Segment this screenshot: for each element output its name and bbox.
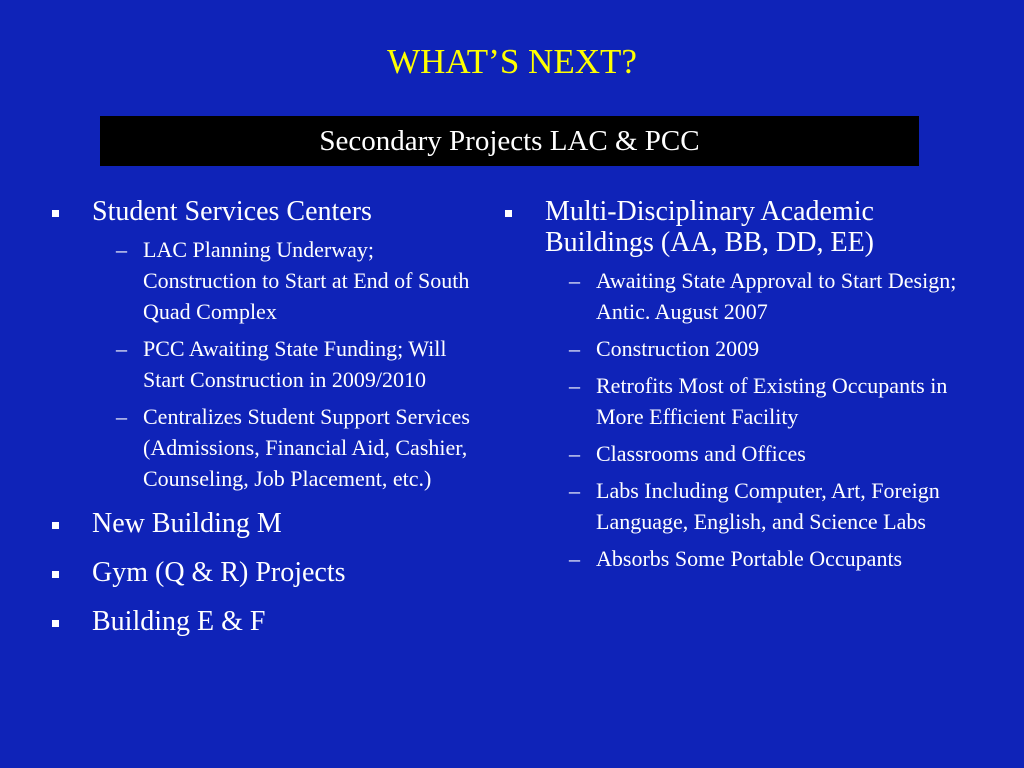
bullet-item	[52, 557, 492, 588]
square-bullet-icon	[52, 571, 59, 578]
sub-bullet-item	[545, 333, 975, 364]
square-bullet-icon	[52, 620, 59, 627]
sub-bullet-text: Retrofits Most of Existing Occupants in More Efficient Facility	[596, 373, 948, 429]
sub-bullet-item	[545, 370, 975, 432]
sub-bullet-item	[92, 234, 492, 327]
square-bullet-icon	[52, 522, 59, 529]
sub-bullet-list	[545, 265, 975, 574]
dash-icon: –	[116, 336, 127, 361]
right-column	[505, 196, 975, 580]
left-column	[52, 196, 492, 637]
sub-bullet-text: LAC Planning Underway; Construction to Start at End of South Quad Complex	[143, 237, 470, 324]
sub-bullet-text: PCC Awaiting State Funding; Will Start Construction in 2009/2010	[143, 336, 447, 392]
sub-bullet-item	[545, 438, 975, 469]
bullet-item	[52, 508, 492, 539]
bullet-label: Building E & F	[92, 606, 266, 637]
sub-bullet-list	[92, 234, 492, 494]
dash-icon: –	[569, 336, 580, 361]
sub-bullet-text: Construction 2009	[596, 336, 760, 361]
bullet-label: New Building M	[92, 508, 282, 539]
bullet-label: Gym (Q & R) Projects	[92, 557, 346, 588]
bullet-item	[505, 196, 975, 574]
bullet-item	[52, 606, 492, 637]
sub-bullet-text: Awaiting State Approval to Start Design; Antic. August 2007	[596, 268, 957, 324]
bullet-label: Multi-Disciplinary Academic Buildings (AA, BB, DD, EE)	[545, 196, 874, 258]
sub-bullet-text: Labs Including Computer, Art, Foreign Language, English, and Science Labs	[596, 478, 940, 534]
sub-bullet-text: Centralizes Student Support Services (Admissions, Financial Aid, Cashier, Counseling, Job Placement, etc.)	[143, 404, 470, 491]
subtitle-text: Secondary Projects LAC & PCC	[319, 124, 700, 157]
dash-icon: –	[569, 478, 580, 503]
square-bullet-icon	[52, 210, 59, 217]
sub-bullet-item	[545, 265, 975, 327]
bullet-label: Student Services Centers	[92, 196, 372, 227]
dash-icon: –	[569, 546, 580, 571]
bullet-item	[52, 196, 492, 494]
slide-title: WHAT’S NEXT?	[387, 42, 637, 81]
dash-icon: –	[569, 268, 580, 293]
dash-icon: –	[116, 404, 127, 429]
sub-bullet-text: Absorbs Some Portable Occupants	[596, 546, 903, 571]
dash-icon: –	[569, 441, 580, 466]
square-bullet-icon	[505, 210, 512, 217]
dash-icon: –	[569, 373, 580, 398]
sub-bullet-item	[545, 543, 975, 574]
sub-bullet-text: Classrooms and Offices	[596, 441, 806, 466]
sub-bullet-item	[92, 401, 492, 494]
subtitle-bar	[100, 116, 919, 166]
dash-icon: –	[116, 237, 127, 262]
sub-bullet-item	[92, 333, 492, 395]
sub-bullet-item	[545, 475, 975, 537]
